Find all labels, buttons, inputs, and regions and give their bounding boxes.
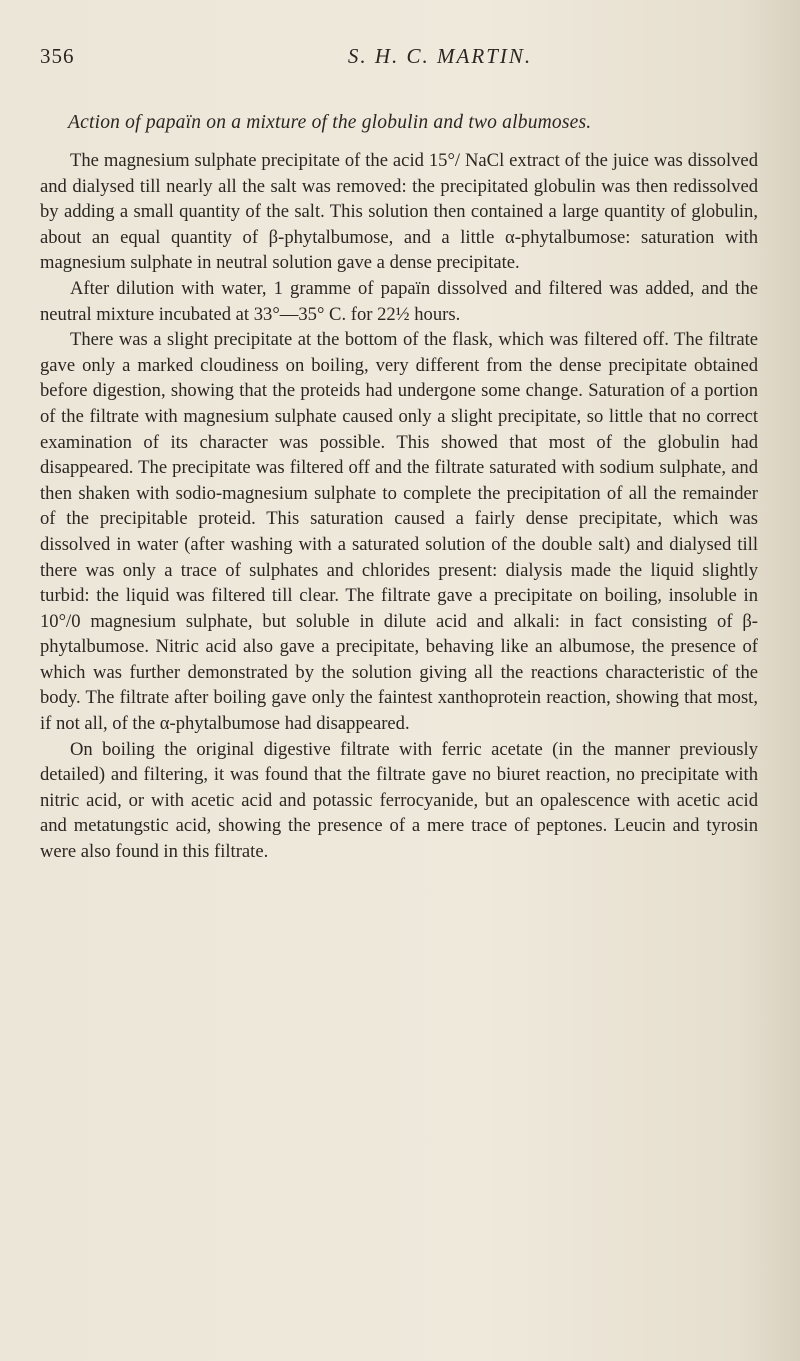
paragraph: After dilution with water, 1 gramme of papaïn dissolved and filtered was added, and the neutral mixture incubated at 33°—35° C. for 22½ hours. bbox=[40, 277, 758, 325]
section-title: Action of papaïn on a mixture of the globulin and two albumoses. bbox=[68, 112, 592, 133]
paragraph: The magnesium sulphate precipitate of the acid 15°/ NaCl extract of the juice was dissolved and dialysed till nearly all the salt was removed: the precipitated globulin was then redissolved by adding a small quantity of the salt. This solution then contained a large quantity of globulin, about an equal quantity of β-phytalbumose, and a little α-phytalbumose: saturation with magnesium sulphate in neutral solution gave a dense precipitate. bbox=[40, 150, 758, 274]
page-header bbox=[40, 44, 760, 74]
paragraph: On boiling the original digestive filtrate with ferric acetate (in the manner previously detailed) and filtering, it was found that the filtrate gave no biuret reaction, no precipitate with nitric acid, or with acetic acid and potassic ferrocyanide, but an opalescence with acetic acid and metatungstic acid, showing the presence of a mere trace of peptones. Leucin and tyrosin were also found in this filtrate. bbox=[40, 738, 758, 863]
running-head: S. H. C. MARTIN. bbox=[347, 44, 533, 68]
page-number: 356 bbox=[40, 44, 75, 68]
body-text bbox=[40, 148, 758, 865]
paragraph: There was a slight precipitate at the bottom of the flask, which was filtered off. The filtrate gave only a marked cloudiness on boiling, very different from the dense precipitate obtained before digestion, showing that the proteids had undergone some change. Saturation of a portion of the filtrate with magnesium sulphate caused only a slight precipitate, so little that no correct examination of its character was possible. This showed that most of the globulin had disappeared. The precipitate was filtered off and the filtrate saturated with sodium sulphate, and then shaken with sodio-magnesium sulphate to complete the precipitation of all the remainder of the precipitable proteid. This saturation caused a fairly dense precipitate, which was dissolved in water (after washing with a saturated solution of the double salt) and dialysed till there was only a trace of sulphates and chlorides present: dialysis made the liquid slightly turbid: the liquid was filtered till clear. The filtrate gave a precipitate on boiling, insoluble in 10°/0 magnesium sulphate, but soluble in dilute acid and alkali: in fact consisting of β-phytalbumose. Nitric acid also gave a precipitate, behaving like an albumose, the presence of which was further demonstrated by the solution giving all the reactions characteristic of the body. The filtrate after boiling gave only the faintest xanthoprotein reaction, showing that most, if not all, of the α-phytalbumose had disappeared. bbox=[40, 329, 758, 735]
